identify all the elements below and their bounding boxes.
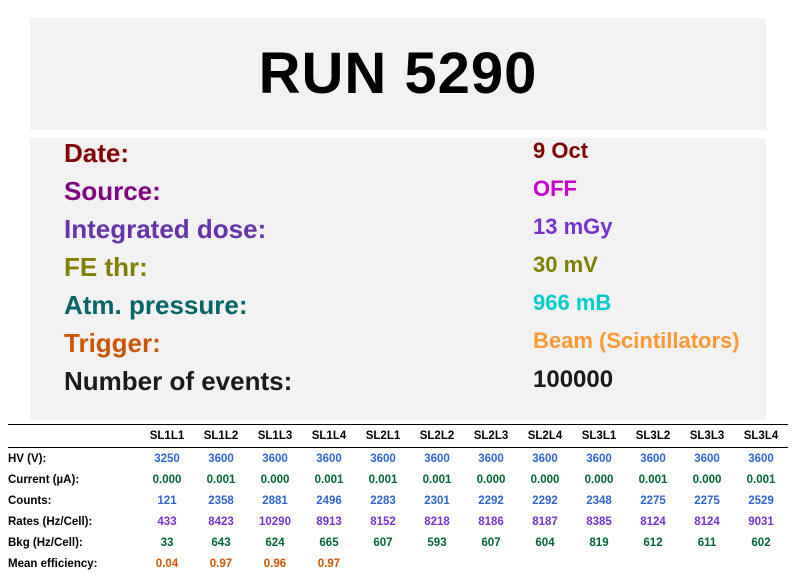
table-cell bbox=[356, 553, 410, 574]
table-cell: 2348 bbox=[572, 490, 626, 511]
table-cell: 2292 bbox=[464, 490, 518, 511]
info-row-value: 9 Oct bbox=[533, 138, 588, 164]
table-cell: 0.001 bbox=[410, 469, 464, 490]
table-cell: 2881 bbox=[248, 490, 302, 511]
table-cell bbox=[626, 553, 680, 574]
table-row-label: Current (µA): bbox=[8, 469, 140, 490]
table-cell: 3600 bbox=[248, 448, 302, 470]
table-cell: 121 bbox=[140, 490, 194, 511]
table-row bbox=[8, 553, 788, 574]
table-header-row bbox=[8, 425, 788, 448]
table-cell: 624 bbox=[248, 532, 302, 553]
superlayer-table bbox=[8, 424, 788, 574]
table-cell: 8152 bbox=[356, 511, 410, 532]
table-cell: 819 bbox=[572, 532, 626, 553]
table-row bbox=[8, 490, 788, 511]
table-cell: 3600 bbox=[518, 448, 572, 470]
info-row-label: Trigger: bbox=[64, 328, 161, 359]
table-cell: 607 bbox=[356, 532, 410, 553]
table-column-header: SL2L4 bbox=[518, 425, 572, 448]
info-row bbox=[30, 366, 766, 404]
table-column-header: SL2L3 bbox=[464, 425, 518, 448]
table-cell: 3600 bbox=[572, 448, 626, 470]
table-cell: 604 bbox=[518, 532, 572, 553]
table-cell: 8423 bbox=[194, 511, 248, 532]
info-row-value: OFF bbox=[533, 176, 577, 202]
table-column-header: SL1L3 bbox=[248, 425, 302, 448]
table-cell: 8187 bbox=[518, 511, 572, 532]
table-cell bbox=[518, 553, 572, 574]
table-cell: 10290 bbox=[248, 511, 302, 532]
info-row bbox=[30, 176, 766, 214]
table-cell: 8385 bbox=[572, 511, 626, 532]
table-row bbox=[8, 469, 788, 490]
table-column-header: SL3L1 bbox=[572, 425, 626, 448]
table-cell: 0.001 bbox=[302, 469, 356, 490]
table-body bbox=[8, 448, 788, 574]
table-cell: 3600 bbox=[410, 448, 464, 470]
info-row-value: 13 mGy bbox=[533, 214, 613, 240]
info-row bbox=[30, 328, 766, 366]
table-cell: 0.000 bbox=[680, 469, 734, 490]
table-cell: 3600 bbox=[194, 448, 248, 470]
table-cell bbox=[410, 553, 464, 574]
table-corner-cell bbox=[8, 425, 140, 448]
table-cell: 611 bbox=[680, 532, 734, 553]
table-cell: 0.000 bbox=[140, 469, 194, 490]
table-row-label: HV (V): bbox=[8, 448, 140, 470]
table-cell: 0.000 bbox=[464, 469, 518, 490]
table-row bbox=[8, 448, 788, 470]
table-cell: 607 bbox=[464, 532, 518, 553]
info-row-value: Beam (Scintillators) bbox=[533, 328, 740, 354]
superlayer-table-wrap bbox=[8, 424, 788, 574]
table-cell: 3600 bbox=[302, 448, 356, 470]
table-cell: 3600 bbox=[356, 448, 410, 470]
info-row bbox=[30, 252, 766, 290]
table-cell: 0.000 bbox=[248, 469, 302, 490]
table-column-header: SL2L2 bbox=[410, 425, 464, 448]
table-column-header: SL3L3 bbox=[680, 425, 734, 448]
table-cell: 0.001 bbox=[626, 469, 680, 490]
table-cell: 3600 bbox=[680, 448, 734, 470]
table-cell: 0.000 bbox=[572, 469, 626, 490]
info-row-label: Source: bbox=[64, 176, 161, 207]
table-cell: 8186 bbox=[464, 511, 518, 532]
table-cell: 2292 bbox=[518, 490, 572, 511]
table-cell: 8124 bbox=[680, 511, 734, 532]
info-row bbox=[30, 290, 766, 328]
table-cell: 0.001 bbox=[356, 469, 410, 490]
table-column-header: SL3L4 bbox=[734, 425, 788, 448]
run-info-rows bbox=[30, 138, 766, 404]
table-row bbox=[8, 532, 788, 553]
info-row-label: Atm. pressure: bbox=[64, 290, 248, 321]
table-column-header: SL3L2 bbox=[626, 425, 680, 448]
table-cell: 612 bbox=[626, 532, 680, 553]
table-cell: 2275 bbox=[626, 490, 680, 511]
info-row-value: 100000 bbox=[533, 366, 613, 394]
table-cell: 0.04 bbox=[140, 553, 194, 574]
table-column-header: SL2L1 bbox=[356, 425, 410, 448]
table-cell: 9031 bbox=[734, 511, 788, 532]
info-row-value: 966 mB bbox=[533, 290, 611, 316]
table-cell bbox=[680, 553, 734, 574]
table-cell: 2529 bbox=[734, 490, 788, 511]
table-cell bbox=[734, 553, 788, 574]
table-row-label: Bkg (Hz/Cell): bbox=[8, 532, 140, 553]
table-cell: 8218 bbox=[410, 511, 464, 532]
info-row-label: Integrated dose: bbox=[64, 214, 266, 245]
info-row-label: Date: bbox=[64, 138, 129, 169]
page-title: RUN 5290 bbox=[259, 45, 538, 103]
table-cell: 0.97 bbox=[302, 553, 356, 574]
table-cell bbox=[572, 553, 626, 574]
table-cell bbox=[464, 553, 518, 574]
table-cell: 0.97 bbox=[194, 553, 248, 574]
info-row-label: Number of events: bbox=[64, 366, 292, 397]
table-cell: 593 bbox=[410, 532, 464, 553]
table-cell: 3600 bbox=[734, 448, 788, 470]
table-column-header: SL1L4 bbox=[302, 425, 356, 448]
table-cell: 2275 bbox=[680, 490, 734, 511]
table-cell: 3250 bbox=[140, 448, 194, 470]
info-row bbox=[30, 214, 766, 252]
table-cell: 0.000 bbox=[518, 469, 572, 490]
table-cell: 3600 bbox=[626, 448, 680, 470]
table-cell: 0.96 bbox=[248, 553, 302, 574]
table-row-label: Rates (Hz/Cell): bbox=[8, 511, 140, 532]
table-row-label: Mean efficiency: bbox=[8, 553, 140, 574]
run-info-panel bbox=[30, 138, 766, 420]
table-column-header: SL1L1 bbox=[140, 425, 194, 448]
table-cell: 2301 bbox=[410, 490, 464, 511]
table-cell: 2283 bbox=[356, 490, 410, 511]
info-row bbox=[30, 138, 766, 176]
table-cell: 0.001 bbox=[734, 469, 788, 490]
table-cell: 8124 bbox=[626, 511, 680, 532]
table-cell: 33 bbox=[140, 532, 194, 553]
table-row bbox=[8, 511, 788, 532]
table-cell: 3600 bbox=[464, 448, 518, 470]
table-cell: 643 bbox=[194, 532, 248, 553]
table-row-label: Counts: bbox=[8, 490, 140, 511]
table-column-header: SL1L2 bbox=[194, 425, 248, 448]
info-row-label: FE thr: bbox=[64, 252, 148, 283]
table-cell: 433 bbox=[140, 511, 194, 532]
table-cell: 0.001 bbox=[194, 469, 248, 490]
table-cell: 8913 bbox=[302, 511, 356, 532]
title-banner bbox=[30, 18, 766, 130]
table-cell: 665 bbox=[302, 532, 356, 553]
info-row-value: 30 mV bbox=[533, 252, 598, 278]
table-cell: 2358 bbox=[194, 490, 248, 511]
table-cell: 2496 bbox=[302, 490, 356, 511]
table-cell: 602 bbox=[734, 532, 788, 553]
